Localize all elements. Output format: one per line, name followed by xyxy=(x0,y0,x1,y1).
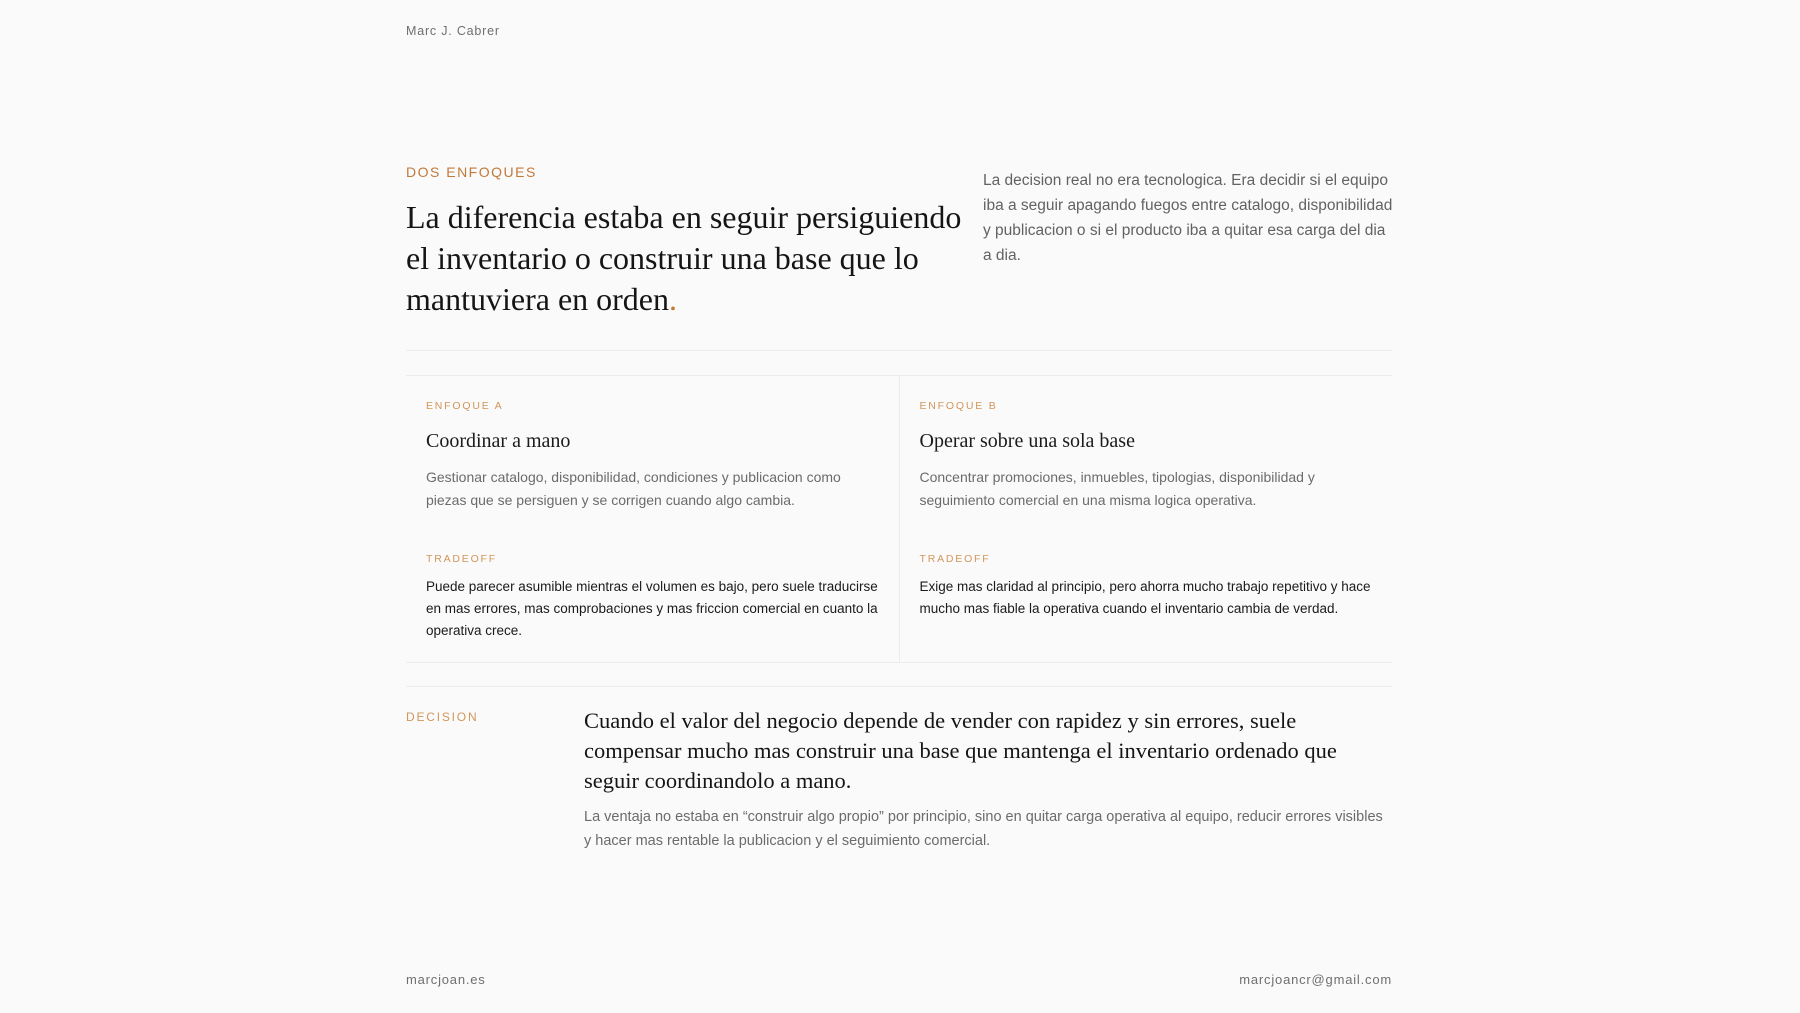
approach-b-tradeoff-label: TRADEOFF xyxy=(919,553,991,565)
divider xyxy=(406,686,1392,687)
decision-statement: Cuando el valor del negocio depende de vender con rapidez y sin errores, suele compensar mucho mas construir una base que mantenga el inventario ordenado que seguir coordinandolo a mano. xyxy=(584,708,1337,793)
intro-paragraph: La decision real no era tecnologica. Era decidir si el equipo iba a seguir apagando fuegos entre catalogo, disponibilidad y publicacion o si el producto iba a quitar esa carga del dia a dia. xyxy=(983,172,1393,264)
approach-b-description: Concentrar promociones, inmuebles, tipologias, disponibilidad y seguimiento comercial en una misma logica operativa. xyxy=(919,469,1315,508)
decision-section xyxy=(406,706,1392,866)
approach-a-label: ENFOQUE A xyxy=(426,400,504,412)
approach-b-tradeoff: Exige mas claridad al principio, pero ahorra mucho trabajo repetitivo y hace mucho mas fiable la operativa cuando el inventario cambia de verdad. xyxy=(919,579,1371,616)
approaches-comparison xyxy=(406,375,1392,663)
approach-a-description: Gestionar catalogo, disponibilidad, condiciones y publicacion como piezas que se persiguen y se corrigen cuando algo cambia. xyxy=(426,469,841,508)
headline-text: La diferencia estaba en seguir persiguiendo el inventario o construir una base que lo mantuviera en orden xyxy=(406,199,962,317)
approach-b-label: ENFOQUE B xyxy=(919,400,998,412)
approach-a-title: Coordinar a mano xyxy=(426,430,571,452)
page-title xyxy=(406,197,966,320)
approach-b-card xyxy=(899,376,1393,662)
decision-note: La ventaja no estaba en “construir algo propio” por principio, sino en quitar carga operativa al equipo, reducir errores visibles y hacer mas rentable la publicacion y el seguimiento comercial. xyxy=(584,809,1383,849)
divider xyxy=(406,350,1392,351)
approach-a-card xyxy=(406,376,899,662)
section-eyebrow: DOS ENFOQUES xyxy=(406,164,537,180)
email-link[interactable]: marcjoancr@gmail.com xyxy=(1239,972,1392,987)
approach-b-title: Operar sobre una sola base xyxy=(919,430,1135,452)
headline-accent-dot: . xyxy=(669,281,677,317)
hero-section xyxy=(406,164,1392,350)
decision-label: DECISION xyxy=(406,710,479,724)
approach-a-tradeoff-label: TRADEOFF xyxy=(426,553,497,565)
website-link[interactable]: marcjoan.es xyxy=(406,972,486,987)
author-name: Marc J. Cabrer xyxy=(406,24,500,38)
approach-a-tradeoff: Puede parecer asumible mientras el volumen es bajo, pero suele traducirse en mas errores, mas comprobaciones y mas friccion comercial en cuanto la operativa crece. xyxy=(426,579,878,638)
